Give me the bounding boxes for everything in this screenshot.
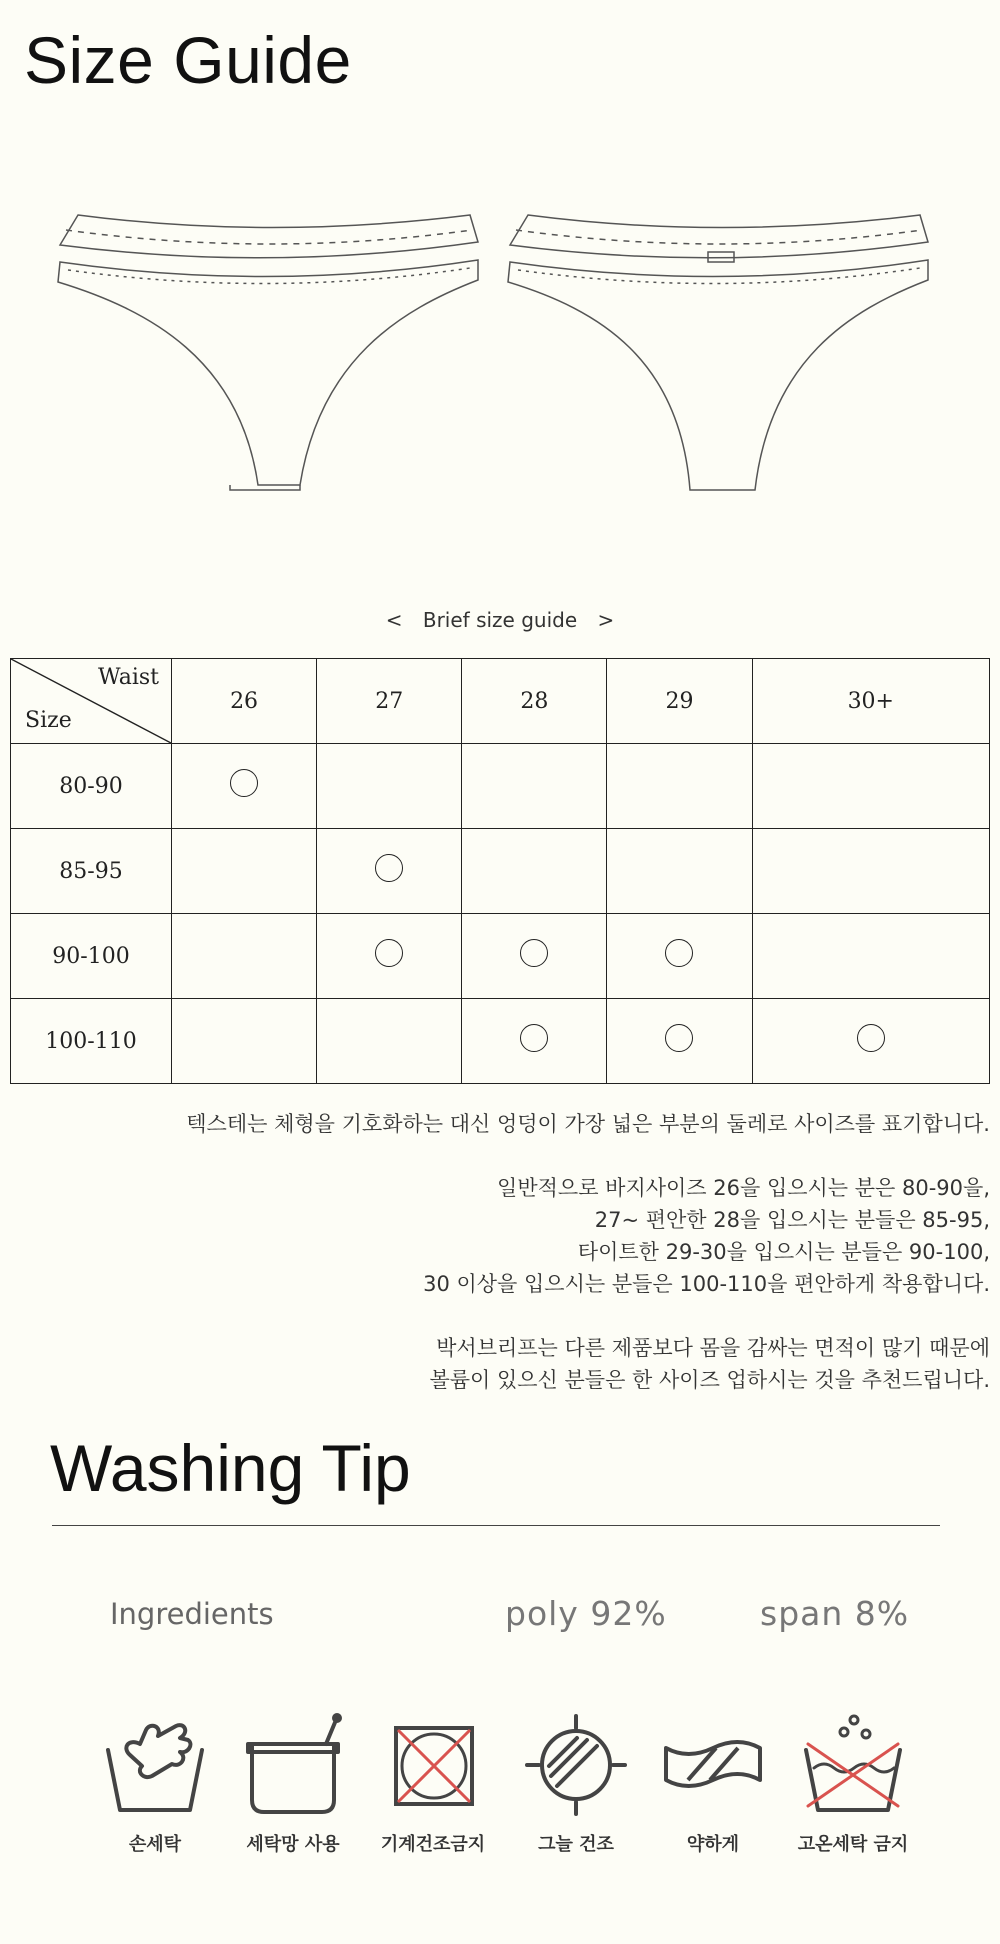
table-cell — [462, 829, 607, 914]
brief-front-drawing — [58, 215, 478, 490]
fit-mark — [857, 1024, 885, 1052]
column-header: 28 — [462, 659, 607, 744]
prev-arrow[interactable]: < — [385, 608, 403, 632]
column-header: 29 — [607, 659, 752, 744]
table-cell — [462, 914, 607, 999]
size-table — [10, 658, 990, 1084]
table-corner-cell — [11, 659, 172, 744]
care-label: 그늘 건조 — [538, 1834, 614, 1855]
divider — [52, 1525, 940, 1526]
table-row — [11, 914, 990, 999]
table-cell — [462, 999, 607, 1084]
table-cell — [172, 829, 317, 914]
table-cell — [172, 999, 317, 1084]
shade-dry-icon — [521, 1710, 631, 1820]
fit-mark — [375, 939, 403, 967]
care-label: 약하게 — [686, 1834, 740, 1855]
brief-back-drawing — [508, 215, 928, 490]
row-header: 80-90 — [11, 744, 172, 829]
row-header: 100-110 — [11, 999, 172, 1084]
care-label: 기계건조금지 — [380, 1834, 486, 1855]
waist-label: Waist — [98, 665, 159, 690]
no-hot-wash-icon — [798, 1710, 908, 1820]
fit-mark — [520, 939, 548, 967]
table-cell — [607, 999, 752, 1084]
size-guide-caption — [0, 608, 1000, 632]
fit-mark — [665, 939, 693, 967]
note-line: 볼륨이 있으신 분들은 한 사이즈 업하시는 것을 추천드립니다. — [429, 1368, 990, 1392]
care-item — [783, 1710, 923, 1856]
ingredient-value: span 8% — [760, 1594, 910, 1633]
note-line: 30 이상을 입으시는 분들은 100-110을 편안하게 착용합니다. — [423, 1272, 990, 1296]
table-row — [11, 744, 990, 829]
ingredients-label: Ingredients — [110, 1597, 274, 1631]
care-item — [85, 1710, 225, 1856]
fit-mark — [375, 854, 403, 882]
table-header-row — [11, 659, 990, 744]
table-cell — [172, 744, 317, 829]
table-cell — [607, 744, 752, 829]
column-header: 27 — [317, 659, 462, 744]
table-cell — [317, 829, 462, 914]
table-cell — [317, 914, 462, 999]
table-cell — [607, 829, 752, 914]
note-line: 텍스테는 체형을 기호화하는 대신 엉덩이 가장 넓은 부분의 둘레로 사이즈를 표기합니다. — [186, 1112, 990, 1136]
next-arrow[interactable]: > — [597, 608, 615, 632]
washing-title: Washing Tip — [50, 1431, 411, 1505]
no-tumble-dry-icon — [378, 1710, 488, 1820]
note-paragraph — [90, 1108, 990, 1140]
care-label: 세탁망 사용 — [246, 1834, 340, 1855]
laundry-net-icon — [238, 1710, 348, 1820]
care-item — [643, 1710, 783, 1856]
table-cell — [607, 914, 752, 999]
table-cell — [172, 914, 317, 999]
size-guide-subtitle: Brief size guide — [422, 608, 578, 632]
care-item — [363, 1710, 503, 1856]
table-cell — [317, 999, 462, 1084]
note-paragraph — [90, 1172, 990, 1300]
brief-illustration — [0, 200, 1000, 500]
table-cell — [752, 999, 989, 1084]
fit-mark — [520, 1024, 548, 1052]
table-cell — [752, 914, 989, 999]
size-notes — [90, 1108, 990, 1428]
care-label: 고온세탁 금지 — [797, 1834, 909, 1855]
size-label: Size — [25, 708, 72, 733]
row-header: 90-100 — [11, 914, 172, 999]
care-item — [223, 1710, 363, 1856]
table-cell — [462, 744, 607, 829]
fit-mark — [230, 769, 258, 797]
note-line: 27~ 편안한 28을 입으시는 분들은 85-95, — [594, 1208, 990, 1232]
table-cell — [752, 829, 989, 914]
table-cell — [317, 744, 462, 829]
ingredient-value: poly 92% — [505, 1594, 667, 1633]
table-row — [11, 829, 990, 914]
hand-wash-icon — [100, 1710, 210, 1820]
gentle-wring-icon — [658, 1710, 768, 1820]
table-row — [11, 999, 990, 1084]
row-header: 85-95 — [11, 829, 172, 914]
note-paragraph — [90, 1332, 990, 1396]
table-cell — [752, 744, 989, 829]
care-label: 손세탁 — [128, 1834, 182, 1855]
column-header: 30+ — [752, 659, 989, 744]
column-header: 26 — [172, 659, 317, 744]
fit-mark — [665, 1024, 693, 1052]
care-item — [506, 1710, 646, 1856]
note-line: 일반적으로 바지사이즈 26을 입으시는 분은 80-90을, — [497, 1176, 990, 1200]
note-line: 타이트한 29-30을 입으시는 분들은 90-100, — [577, 1240, 990, 1264]
page-title: Size Guide — [24, 23, 352, 97]
note-line: 박서브리프는 다른 제품보다 몸을 감싸는 면적이 많기 때문에 — [436, 1336, 990, 1360]
